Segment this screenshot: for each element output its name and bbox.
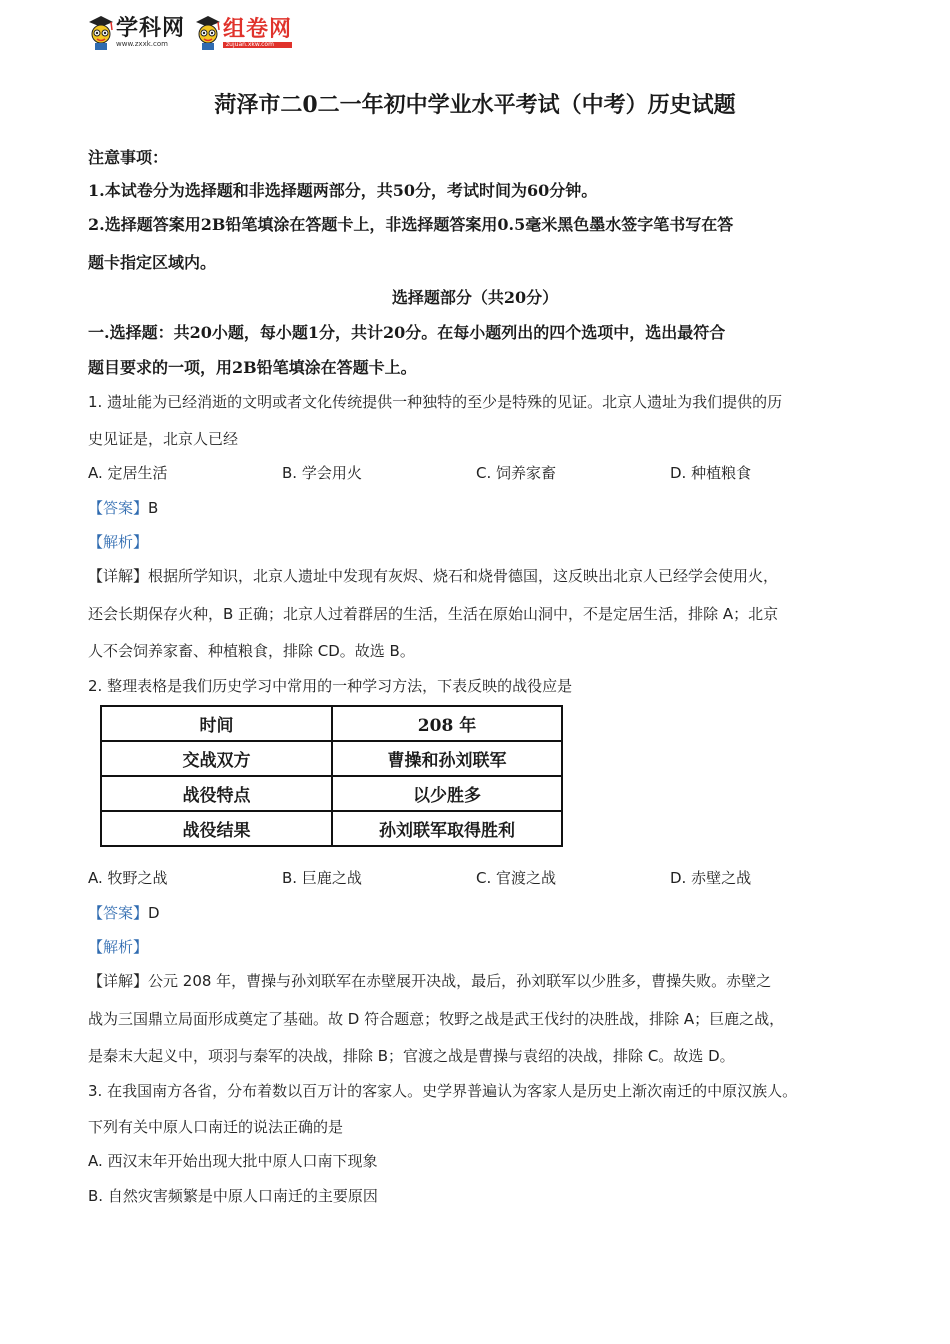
q3-stem-line-1: 3. 在我国南方各省，分布着数以百万计的客家人。史学界普遍认为客家人是历史上渐次南迁的中原汉族人。 bbox=[88, 1082, 798, 1100]
q2-option-d[interactable]: D. 赤壁之战 bbox=[670, 869, 752, 887]
answer-label: 【答案】 bbox=[88, 499, 149, 517]
page-title: 菏泽市二0二一年初中学业水平考试（中考）历史试题 bbox=[214, 92, 736, 118]
table-row bbox=[101, 811, 562, 846]
zujuan-logo-url: zujuan.xkw.com bbox=[223, 42, 292, 48]
detail-text: 根据所学知识，北京人遗址中发现有灰烬、烧石和烧骨德国，这反映出北京人已经学会使用火， bbox=[148, 567, 779, 585]
q1-detail-line-1 bbox=[88, 565, 878, 586]
header-logos bbox=[86, 12, 292, 54]
q2-answer bbox=[88, 902, 878, 923]
q2-detail-line-3: 是秦末大起义中，项羽与秦军的决战，排除 B；官渡之战是曹操与袁绍的决战，排除 C。故选 D。 bbox=[88, 1047, 735, 1065]
section-instruction-line-2: 题目要求的一项，用2B铅笔填涂在答题卡上。 bbox=[88, 358, 417, 377]
detail-label: 【详解】 bbox=[88, 567, 149, 585]
section-title: 选择题部分（共20分） bbox=[391, 288, 559, 307]
q2-detail-line-2: 战为三国鼎立局面形成奠定了基础。故 D 符合题意；牧野之战是武王伐纣的决胜战，排除 A；巨鹿之战， bbox=[88, 1010, 785, 1028]
q2-analysis-label: 【解析】 bbox=[88, 938, 149, 956]
notice-item-1: 1.本试卷分为选择题和非选择题两部分，共50分，考试时间为60分钟。 bbox=[88, 181, 598, 200]
table-cell: 以少胜多 bbox=[332, 776, 562, 811]
q2-option-a[interactable]: A. 牧野之战 bbox=[88, 869, 168, 887]
zxxk-logo[interactable] bbox=[86, 15, 185, 51]
table-cell: 208 年 bbox=[332, 706, 562, 741]
mascot-icon bbox=[86, 15, 116, 51]
notice-item-2-line-1: 2.选择题答案用2B铅笔填涂在答题卡上，非选择题答案用0.5毫米黑色墨水签字笔书写在答 bbox=[88, 215, 734, 234]
q3-option-a[interactable]: A. 西汉末年开始出现大批中原人口南下现象 bbox=[88, 1152, 378, 1170]
answer-value: D bbox=[148, 904, 160, 922]
q1-option-d[interactable]: D. 种植粮食 bbox=[670, 464, 752, 482]
q1-option-c[interactable]: C. 饲养家畜 bbox=[476, 464, 557, 482]
q2-stem: 2. 整理表格是我们历史学习中常用的一种学习方法，下表反映的战役应是 bbox=[88, 677, 573, 695]
zxxk-logo-url: www.zxxk.com bbox=[116, 40, 168, 48]
q1-analysis-label: 【解析】 bbox=[88, 533, 149, 551]
q3-option-b[interactable]: B. 自然灾害频繁是中原人口南迁的主要原因 bbox=[88, 1187, 378, 1205]
q2-detail-line-1 bbox=[88, 970, 878, 991]
q1-answer bbox=[88, 497, 878, 518]
table-cell: 时间 bbox=[101, 706, 332, 741]
notice-item-2-line-2: 题卡指定区域内。 bbox=[88, 253, 217, 272]
q3-stem-line-2: 下列有关中原人口南迁的说法正确的是 bbox=[88, 1118, 344, 1136]
q1-option-a[interactable]: A. 定居生活 bbox=[88, 464, 168, 482]
table-row bbox=[101, 741, 562, 776]
answer-label: 【答案】 bbox=[88, 904, 149, 922]
table-row bbox=[101, 706, 562, 741]
detail-label: 【详解】 bbox=[88, 972, 149, 990]
q1-option-b[interactable]: B. 学会用火 bbox=[282, 464, 362, 482]
answer-value: B bbox=[148, 499, 159, 517]
notice-heading: 注意事项： bbox=[88, 148, 169, 167]
zujuan-logo[interactable] bbox=[193, 15, 292, 51]
table-cell: 战役特点 bbox=[101, 776, 332, 811]
zujuan-logo-text: 组卷网 bbox=[223, 16, 293, 42]
q1-detail-line-3: 人不会饲养家畜、种植粮食，排除 CD。故选 B。 bbox=[88, 642, 415, 660]
detail-text: 公元 208 年，曹操与孙刘联军在赤壁展开决战，最后，孙刘联军以少胜多，曹操失败。赤壁之 bbox=[148, 972, 772, 990]
q1-stem-line-2: 史见证是，北京人已经 bbox=[88, 430, 239, 448]
battle-table bbox=[100, 705, 563, 847]
q1-stem-line-1: 1. 遗址能为已经消逝的文明或者文化传统提供一种独特的至少是特殊的见证。北京人遗址为我们提供的历 bbox=[88, 393, 783, 411]
section-instruction-line-1: 一.选择题：共20小题，每小题1分，共计20分。在每小题列出的四个选项中，选出最符合 bbox=[88, 323, 726, 342]
table-cell: 交战双方 bbox=[101, 741, 332, 776]
table-cell: 孙刘联军取得胜利 bbox=[332, 811, 562, 846]
q2-option-b[interactable]: B. 巨鹿之战 bbox=[282, 869, 362, 887]
zxxk-logo-text: 学科网 bbox=[116, 16, 186, 41]
table-row bbox=[101, 776, 562, 811]
q1-detail-line-2: 还会长期保存火种，B 正确；北京人过着群居的生活，生活在原始山洞中，不是定居生活，排除 A；北京 bbox=[88, 605, 779, 623]
table-cell: 曹操和孙刘联军 bbox=[332, 741, 562, 776]
table-cell: 战役结果 bbox=[101, 811, 332, 846]
q2-option-c[interactable]: C. 官渡之战 bbox=[476, 869, 557, 887]
mascot-icon bbox=[193, 15, 223, 51]
